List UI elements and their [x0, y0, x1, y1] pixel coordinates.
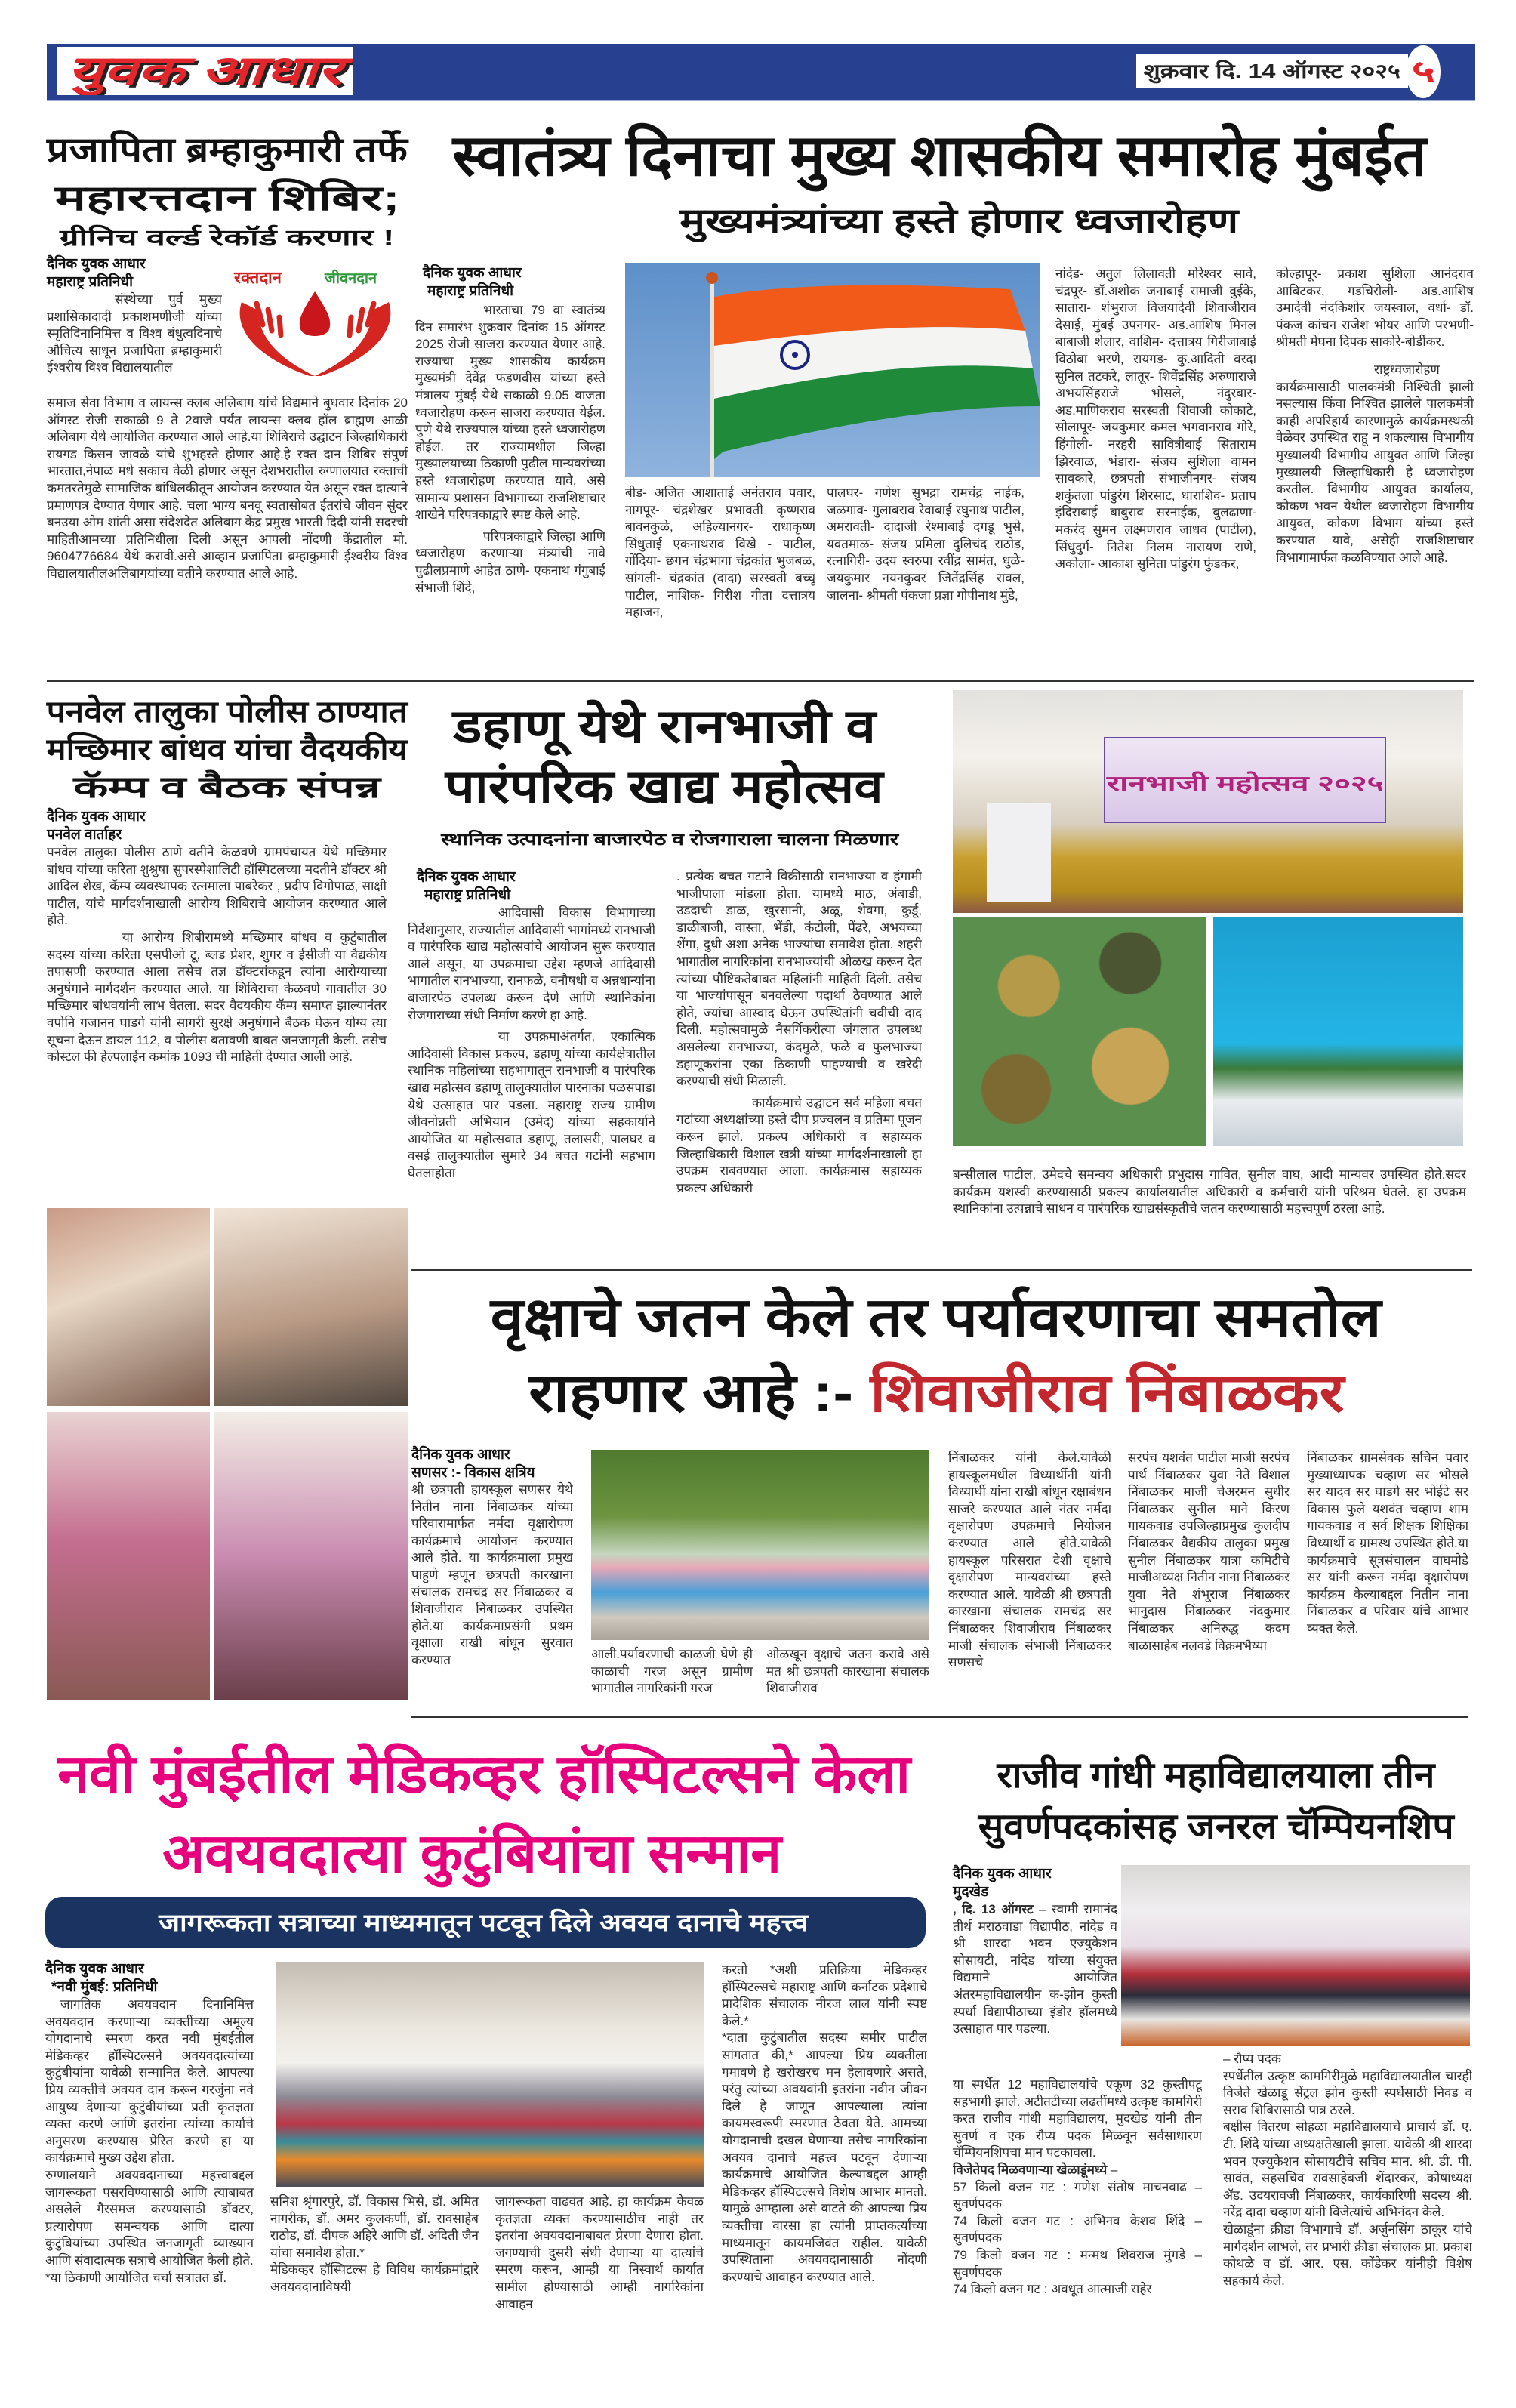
indian-flag-photo [625, 263, 1040, 477]
article-paragraph: मेडिकव्हर हॉस्पिटल्स हे विविध कार्यक्रमांद्वारे अवयवदानाविषयी [270, 2262, 479, 2294]
masthead [47, 44, 1475, 101]
byline-reporter: महाराष्ट्र प्रतिनिधी [427, 283, 514, 299]
headline-text: वृक्षाचे जतन केले तर पर्यावरणाचा समतोल [491, 1287, 1382, 1348]
dateline: , दि. 13 ऑगस्ट [953, 1902, 1034, 1916]
article-paragraph: आदिवासी विकास विभागाच्या निर्देशानुसार, राज्यातील आदिवासी भागांमध्ये रानभाजी व पारंपरिक खाद्य महोत्सवांचे आयोजन सुरू करण्यात आले असून, या उपक्रमाचा उद्देश म्हणजे आदिवासी भागातील रानभाज्या, रानफळे, वनौषधी व अन्नधान्यांना बाजारपेठ उपलब्ध करून देणे आणि स्थानिकांना रोजगाराच्या संधी निर्माण करणे हा आहे. [408, 905, 655, 1022]
independence-col-3 [827, 485, 1025, 671]
headline-text: सुवर्णपदकांसह जनरल चॅम्पियनशिप [978, 1807, 1454, 1847]
panvel-byline [47, 808, 243, 844]
banner-title [1105, 769, 1385, 797]
article-paragraph: या आरोग्य शिबीरामध्ये मच्छिमार बांधव व कुटुंबातील सदस्य यांच्या करिता एसपीओ टू, ब्लड प्रेशर, शुगर व ईसीजी या वैद्यकीय तपासणी करण्यात आला तसेच तज्ञ डॉक्टरांकडून त्यांना आरोग्याच्या अनुषंगाने मार्गदर्शन करण्यात आले. या शिबिराचा केळवणे गावातील 30 मच्छिमार बांधवयांनी लाभ घेतला. सदर वैदयकीय कॅम्प समाप्त झाल्यानंतर वपोनि गजानन घाडगे यांनी सागरी सुरक्षे अनुषंगाने बैठक घेऊन योग्य त्या सूचना देऊन डायल 112, व पोलीस बतावणी बाबत जनजागृती केली. तसेच कोस्टल फी हेल्पलाईन कमांक 1093 ची माहिती देण्यात आली आहे. [47, 930, 387, 1065]
winner-item: 74 किलो वजन गट : अवधूत आत्माजी राहेर [953, 2282, 1152, 2297]
article-paragraph: भारताचा 79 वा स्वातंत्र्य दिन समारंभ शुक्रवार दिनांक 15 ऑगस्ट 2025 रोजी साजरा करण्यात येणार आहे. राज्याचा मुख्य शासकीय कार्यक्रम मुख्यमंत्री देवेंद्र फडणवीस यांच्या हस्ते मंत्रालय मुंबई येथे सकाळी 9.05 वाजता ध्वजारोहण करून साजरा करण्यात येईल. पुणे येथे राज्यपाल यांच्या हस्ते ध्वजारोहण होईल. तर राज्यामधील जिल्हा मुख्यालयाच्या ठिकाणी पुढील मान्यवरांच्या हस्ते ध्वजारोहण करण्यात यावे, असे सामान्य प्रशासन विभागाच्या राजशिष्टाचार शाखेने परिपत्रकाद्वारे स्पष्ट केले आहे. [415, 303, 605, 523]
page-number [1406, 45, 1441, 98]
byline-publication: दैनिक युवक आधार [423, 265, 522, 281]
byline-publication: दैनिक युवक आधार [47, 809, 146, 825]
dahanu-photo-caption [953, 1167, 1466, 1238]
medicover-banner-text [159, 1897, 808, 1948]
panvel-headline-3 [47, 769, 408, 806]
rajiv-body-intro [953, 1901, 1117, 2073]
blood-camp-headline-2 [47, 175, 408, 220]
dahanu-subheadline [441, 827, 898, 853]
ranbhaji-stage-photo [953, 690, 1463, 913]
byline-publication: दैनिक युवक आधार [45, 1961, 144, 1977]
article-paragraph: रुग्णालयाने अवयवदानाच्या महत्त्वाबद्दल जागरूकता पसरविण्यासाठी आणि त्याबाबत असलेले गैरसमज करण्यासाठी डॉक्टर, प्रत्यारोपण समन्वयक आणि दात्या कुटुंबियांच्या उपस्थित जनजागृती व्याख्यान आणि संवादात्मक सत्राचे आयोजित केली होते. [45, 2167, 254, 2268]
article-paragraph: खेळाडूंना क्रीडा विभागाचे डॉ. अर्जुनसिंग ठाकूर यांचे मार्गदर्शन लाभले, तर प्रभारी क्रीडा संचालक प्रा. प्रकाश कोथळे व डॉ. आर. एस. कोंडेकर यांनीही विशेष सहकार्य केले. [1223, 2221, 1472, 2288]
headline-text: युवक आधार [67, 48, 342, 94]
byline-reporter: *नवी मुंबई: प्रतिनिधी [51, 1979, 158, 1995]
photo-caption: बन्सीलाल पाटील, उमेदचे समन्वय अधिकारी प्रभुदास गावित, सुनील वाघ, आदी मान्यवर उपस्थित होते.सदर कार्यक्रम यशस्वी करण्यासाठी प्रकल्प कार्यालयातील अधिकारी व कर्मचारी यांनी परिश्रम घेतले. हा उपक्रम स्थानिकांना उत्पन्नाचे साधन व पारंपरिक खाद्यसंस्कृतीचे जतन करण्यासाठी महत्त्वपूर्ण ठरला आहे. [953, 1167, 1466, 1216]
headline-text: कॅम्प व बैठक संपन्न [73, 771, 381, 804]
independence-col-5 [1276, 266, 1474, 671]
panvel-headline-1 [47, 693, 408, 731]
dahanu-byline [417, 868, 613, 905]
tree-col-1 [411, 1481, 573, 1703]
article-paragraph: करतो *अशी प्रतिक्रिया मेडिकव्हर हॉस्पिटल्सचे महाराष्ट्र आणि कर्नाटक प्रदेशाचे प्रादेशिक संचालक नीरज लाल यांनी स्पष्ट केले.* [722, 1962, 927, 2028]
newspaper-logo [57, 47, 353, 95]
tree-photo-caption-1 [591, 1646, 753, 1700]
article-paragraph [953, 1901, 1117, 2038]
hands-blood-drop-icon [226, 287, 404, 379]
blood-camp-body [47, 395, 408, 671]
headline-text: अवयवदात्या कुटुंबियांचा सन्मान [162, 1824, 781, 1884]
headline-text: स्वातंत्र्य दिनाचा मुख्य शासकीय समारोह मुंबईत [452, 124, 1427, 188]
article-paragraph: नांदेड- अतुल लिलावती मोरेश्वर सावे, चंद्रपूर- डॉ.अशोक जनाबाई रामाजी वुईके, सातारा- शंभुराज विजयादेवी शिवाजीराव देसाई, मुंबई उपनगर- अड.आशिष मिनल बाबाजी शेलार, वाशिम- दत्तात्रय गिरीजाबाई विठोबा भरणे, रायगड- कु.आदिती वरदा सुनिल तटकरे, लातूर- शिवेंद्रसिंह अरुणाराजे अभयसिंहराजे भोसले, नंदुरबार- अड.माणिकराव सरस्वती शिवाजी कोकाटे, सोलापूर- जयकुमार कमल भगवानराव गोरे, हिंगोली- नरहरी सावित्रीबाई सिताराम झिरवाळ, भंडारा- संजय सुशिला वामन सावकारे, छत्रपती संभाजीनगर- संजय शकुंतला पांडुरंग शिरसाट, धाराशिव- प्रताप इंदिराबाई बाबुराव सरनाईक, बुलढाणा- मकरंद सुमन लक्ष्मणराव जाधव (पाटील), सिंधुदुर्ग- नितेश निलम नारायण राणे, अकोला- आकाश सुनिता पांडुरंग फुंडकर, [1055, 267, 1256, 572]
tree-plantation-photo [591, 1450, 929, 1640]
medicover-byline [45, 1960, 264, 1996]
panvel-photo-2 [214, 1208, 408, 1406]
rajiv-byline [953, 1865, 1119, 1901]
article-paragraph: जागरूकता वाढवत आहे. हा कार्यक्रम केवळ कृतज्ञता व्यक्त करण्यासाठीच नाही तर इतरांना अवयवदानाबाबत प्रेरणा देणारा होता. जगण्याची दुसरी संधी देणाऱ्या या दात्यांचे स्मरण करून, आम्ही या निस्वार्थ कार्यात सामील होण्यासाठी आम्ही नागरिकांना आवाहन [495, 2194, 704, 2311]
article-paragraph: निंबाळकर ग्रामसेवक सचिन पवार मुख्याध्यापक चव्हाण सर भोसले सर यादव सर घाडगे सर भोईटे सर विकास फुले यशवंत चव्हाण शाम गायकवाड व सर्व शिक्षक शिक्षिका विध्यार्थी व ग्रामस्थ उपस्थित होते.या कार्यक्रमाचे सूत्रसंचालन वाघमोडे सर यांनी करून नर्मदा वृक्षारोपण कार्यक्रम केल्याबद्दल नितीन नाना निंबाळकर व परिवार यांचे आभार व्यक्त केले. [1307, 1451, 1468, 1636]
article-paragraph: कार्यक्रमाचे उद्घाटन सर्व महिला बचत गटांच्या अध्यक्षांच्या हस्ते दीप प्रज्वलन व प्रतिमा पूजन करून झाले. प्रकल्प अधिकारी व सहाय्यक जिल्हाधिकारी विशाल खत्री यांच्या मार्गदर्शनाखाली हा उपक्रम राबवण्यात आला. कार्यक्रमास सहाय्यक प्रकल्प अधिकारी [676, 1095, 922, 1195]
article-paragraph: . प्रत्येक बचत गटाने विक्रीसाठी रानभाज्या व हंगामी भाजीपाला मांडला होता. यामध्ये माठ, अंबाडी, उडदाची डाळ, खुरसानी, अळू, शेवगा, कुर्डू, डाळीबाजी, वास्ता, भेंडी, कंटोली, पेंढरे, अभयच्या शेंगा, दुधी अशा अनेक भाज्यांचा समावेश होता. शहरी भागातील नागरिकांना रानभाज्यांची ओळख करून देत त्यांच्या पौष्टिकतेबाबत महिलांनी माहिती दिली. तसेच या भाज्यांपासून बनवलेल्या पदार्था ठेवण्यात आले होते, ज्यांचा आस्वाद घेऊन उपस्थितांनी चवीची दाद दिली. महोत्सवामुळे नैसर्गिकरीत्या जंगलात उपलब्ध असलेल्या रानभाज्या, कंदमुळे, फळे व फुलभाज्या डहाणूकरांना एका ठिकाणी पाहण्याची व खरेदी करण्याची संधी मिळाली. [676, 869, 922, 1089]
logo-text [57, 47, 353, 95]
article-paragraph: निंबाळकर यांनी केले.यावेळी हायस्कूलमधील विध्यार्थीनी यांनी विध्यार्थी यांना राखी बांधून रक्षाबंधन साजरे करण्यात आले नंतर नर्मदा वृक्षारोपण उपक्रमाचे नियोजन करण्यात आले होते.यावेळी हायस्कूल परिसरात देशी वृक्षाचे वृक्षारोपण मान्यवरांच्या हस्ते करण्यात आले. यावेळी श्री छत्रपती कारखाना संचालक रामचंद्र सर निंबाळकर शिवाजीराव निंबाळकर माजी संचालक संभाजी निंबाळकर सणसचे [948, 1451, 1111, 1670]
rajiv-body-right [1223, 2051, 1472, 2392]
headline-text: महारत्तदान शिबिर; [54, 178, 400, 217]
medicover-headline-1 [57, 1740, 911, 1808]
article-paragraph: बक्षीस वितरण सोहळा महाविद्यालयाचे प्राचार्य डॉ. ए. टी. शिंदे यांच्या अध्यक्षतेखाली झाला. यावेळी श्री शारदा भवन एज्युकेशन सोसायटीचे सचिव मान. श्री. डी. पी. सावंत, सहसचिव रावसाहेबजी शेंदारकर, कोषाध्यक्ष ॲड. उदयरावजी निंबाळकर, कार्यकारिणी सदस्य श्री. नरेंद्र दादा चव्हाण यांनी विजेत्यांचे अभिनंदन केले. [1223, 2120, 1472, 2220]
rajiv-headline-2 [978, 1805, 1454, 1850]
independence-col-4 [1055, 266, 1256, 671]
winner-item: 57 किलो वजन गट : गणेश संतोष माचनवाढ – सुवर्णपदक [953, 2179, 1202, 2212]
medicover-felicitation-photo [276, 1962, 704, 2187]
byline-reporter: महाराष्ट्र प्रतिनिधी [424, 887, 511, 903]
byline-publication: दैनिक युवक आधार [953, 1866, 1052, 1882]
winner-item: 79 किलो वजन गट : मन्मथ शिवराज मुंगडे – सुवर्णपदक [953, 2247, 1202, 2280]
logo-word-raktadan: रक्तदान [234, 268, 282, 287]
winners-heading: विजेतेपद मिळवणाऱ्या खेळाडूंमध्ये – [953, 2162, 1118, 2177]
rajiv-body-left [953, 2077, 1202, 2392]
photo-caption: ओळखून वृक्षाचे जतन करावे असे मत श्री छत्रपती कारखाना संचालक शिवाजीराव [766, 1647, 929, 1696]
article-paragraph-text: – स्वामी रामानंद तीर्थ मराठवाडा विद्यापीठ, नांदेड व श्री शारदा भवन एज्युकेशन सोसायटी, नांदेड यांच्या संयुक्त विद्यमाने आयोजित अंतरमहाविद्यालयीन क-झोन कुस्ती स्पर्धा विद्यापीठाच्या इंडोर हॉलमध्ये उत्साहात पार पडल्या. [953, 1902, 1117, 2036]
byline-publication: दैनिक युवक आधार [47, 256, 146, 272]
headline-text: ग्रीनिच वर्ल्ड रेकॉर्ड करणार ! [60, 226, 395, 251]
medicover-banner [45, 1897, 926, 1948]
tree-col-2 [948, 1450, 1111, 1705]
medicover-headline-2 [162, 1820, 781, 1888]
tree-headline-2a: राहणार आहे :- [528, 1363, 853, 1423]
headline-text: रानभाजी महोत्सव २०२५ [1106, 772, 1384, 795]
headline-text: डहाणू येथे रानभाजी व [453, 701, 876, 753]
winners-heading-text: विजेतेपद मिळवणाऱ्या खेळाडूंमध्ये [953, 2162, 1108, 2177]
byline-publication: दैनिक युवक आधार [411, 1447, 510, 1463]
independence-headline [453, 122, 1427, 190]
winner-item-continued: – रौप्य पदक [1223, 2052, 1281, 2066]
photo-caption: आली.पर्यावरणाची काळजी घेणे ही काळाची गरज असून ग्रामीण भागातील नागरिकांनी गरज [591, 1647, 753, 1696]
panvel-photo-4 [214, 1412, 408, 1700]
byline-reporter: पनवेल वार्ताहर [47, 827, 122, 843]
rajiv-headline-1 [997, 1753, 1434, 1799]
tree-col-3 [1128, 1450, 1290, 1705]
blood-camp-headline-1 [47, 127, 408, 172]
article-paragraph: या उपक्रमाअंतर्गत, एकात्मिक आदिवासी विकास प्रकल्प, डहाणू यांच्या कार्यक्षेत्रातील स्थानिक महिलांच्या सहभागातून रानभाजी व पारंपरिक खाद्य महोत्सव डहाणू तालुक्यातील पारनाका पळसपाडा येथे उत्साहात पार पडला. महाराष्ट्र राज्य ग्रामीण जीवनोन्नती अभियान (उमेद) यांच्या सहकार्याने आयोजित या महोत्सवात डहाणू, तलासरी, पालघर व वसई तालुक्यातील सुमारे 34 बचत गटांनी सहभाग घेतलाहोता [408, 1029, 655, 1180]
article-paragraph: पनवेल तालुका पोलीस ठाणे वतीने केळवणे ग्रामपंचायत येथे मच्छिमार बांधव यांच्या करिता शुश्रुषा सुपरस्पेशालिटी हॉस्पिटलच्या मदतीने डॉक्टर श्री आदिल शेख, कॅम्प व्यवस्थापक रत्नमाला पाबरेकर , प्रदीप विगोपाळ, साक्षी पाटील, यांचे मार्गदर्शनाखाली आरोग्य शिबिराचे आयोजन करण्यात आले होते. [47, 845, 387, 928]
wrestling-winners-photo [1121, 1865, 1470, 2046]
panvel-headline-2 [47, 731, 408, 769]
tree-headline-speaker: शिवाजीराव निंबाळकर [870, 1363, 1344, 1423]
medicover-col-1 [45, 1996, 254, 2389]
medicover-col-4 [722, 1962, 927, 2385]
article-paragraph: बीड- अजित आशाताई अनंतराव पवार, नागपूर- चंद्रशेखर प्रभावती कृष्णराव बावनकुळे, अहिल्यानगर- राधाकृष्ण सिंधुताई एकनाथराव विखे - पाटील, गोंदिया- छगन चंद्रभागा चंद्रकांत भुजबळ, सांगली- चंद्रकांत (दादा) सरस्वती बच्चू पाटील, नाशिक- गिरीश गीता दत्तात्रय महाजन, [625, 486, 815, 620]
headline-text: जागरूकता सत्राच्या माध्यमातून पटवून दिले अवयव दानाचे महत्त्व [158, 1909, 808, 1936]
tree-headline-1 [491, 1284, 1382, 1352]
dahanu-headline-1 [453, 698, 876, 756]
headline-text: प्रजापिता ब्रम्हाकुमारी तर्फे [47, 130, 408, 169]
independence-subheadline [679, 198, 1238, 243]
article-paragraph: स्पर्धेतील उत्कृष्ट कामगिरीमुळे महाविद्यालयातील चारही विजेते खेळाडू सेंट्रल झोन कुस्ती स्पर्धेसाठी निवड व सराव शिबिरासाठी पात्र ठरले. [1223, 2068, 1472, 2117]
tree-col-4 [1307, 1450, 1468, 1705]
byline-reporter: महाराष्ट्र प्रतिनिधी [47, 274, 134, 290]
blood-camp-body-intro [47, 291, 222, 395]
article-paragraph: *दाता कुटुंबातील सदस्य समीर पाटील सांगतात की,* आपल्या प्रिय व्यक्तीला गमावणे हे खरोखरच मन हेलावणारे असते, परंतु त्यांच्या अवयवांनी इतरांना नवीन जीवन दिले हे जाणून आपल्याला त्यांना कायमस्वरूपी स्मरणात ठेवता येते. आमच्या योगदानाची दखल घेणाऱ्या तसेच नागरिकांना अवयव दानाचे महत्त्व पटवून देणाऱ्या कार्यक्रमाचे आयोजित केल्याबद्दल आम्ही मेडिकव्हर हॉस्पिटल्सचे विशेष आभार मानतो. यामुळे आम्हाला असे वाटते की आपल्या प्रिय व्यक्तीचा वारसा हा त्यांनी प्राप्तकर्त्यांच्या माध्यमातून कायमजिवंत राहील. यावेळी उपस्थिताना अवयवदानासाठी नोंदणी करण्याचे आवाहन करण्यात आले. [722, 2030, 927, 2284]
headline-text: राजीव गांधी महाविद्यालयाला तीन [996, 1756, 1434, 1796]
byline-publication: दैनिक युवक आधार [417, 869, 516, 885]
flag-icon [625, 263, 1040, 477]
headline-text: शुक्रवार दि. 14 ऑगस्ट २०२५ [1144, 60, 1400, 82]
dahanu-col-2 [676, 868, 922, 1253]
article-paragraph: समाज सेवा विभाग व लायन्स क्लब अलिबाग यांचे विद्यमाने बुधवार दिनांक 20 ऑगस्ट रोजी सकाळी 9 ते 2वाजे पर्यंत लायन्स क्लब हॉल ब्राह्मण आळी अलिबाग येथे आयोजित करण्यात आले आहे.या शिबिराचे उद्घाटन जिल्हाधिकारी रायगड किसन जावळे यांचे शुभहस्ते होणार आहे.हे रक्त दान शिबिर संपुर्ण भारतात,नेपाळ मधे सकाच वेळी होणार असून देशभरातील रुग्णालयात रक्ताची कमतरतेमुळे सामाजिक बांधिलकीतून आयोजन करण्यात येत असून रक्त दात्याने प्रमाणपत्र देण्यात येणार आहे. चला भाग्य बनवू स्वतासोबत ईतरांचे जीवन सुंदर बनउया ओम शांती असा संदेशदेत अलिबाग केंद्र प्रमुख भारती दिदी यांनी सदरची माहितीआमच्या प्रतिनिधीला दिली असून आपली नोंदणी केंद्रातील मो. 9604776684 येथे करावी.असे आव्हान प्रजापिता ब्रम्हाकुमारी ईश्वरीय विश्व विद्यालयातीलअलिबागयांच्या वतीने करण्यात आले आहे. [47, 396, 408, 581]
blood-donation-logo-image [226, 266, 404, 379]
article-paragraph: संस्थेच्या पुर्व मुख्य प्रशासिकादादी प्रकाशमणीजी यांच्या स्मृतिदिनानिमित्त व विश्व बंधुत्वदिनाचे औचित्य साधून प्रजापिता ब्रम्हाकुमारी ईश्वरीय विश्व विद्यालयातील [47, 292, 222, 375]
tree-photo-caption-2 [766, 1646, 929, 1700]
speaker-podium [987, 803, 1051, 902]
medicover-col-2 [270, 2194, 479, 2390]
article-paragraph: *या ठिकाणी आयोजित चर्चा सत्रातत डॉ. [45, 2270, 227, 2285]
headline-text: पारंपरिक खाद्य महोत्सव [445, 761, 883, 813]
section-divider [411, 1269, 1472, 1271]
blood-camp-headline-3 [47, 224, 408, 254]
section-divider [411, 1716, 1468, 1718]
headline-text: मच्छिमार बांधव यांचा वैदयकीय [47, 733, 408, 766]
date-box [1136, 54, 1408, 88]
logo-word-jeevandan: जीवनदान [325, 270, 377, 287]
headline-text: ५ [1411, 55, 1435, 88]
article-paragraph: जागतिक अवयवदान दिनानिमित्त अवयवदान करणाऱ्या व्यक्तींच्या अमूल्य योगदानाचे स्मरण करत नवी मुंबईतील मेडिकव्हर हॉस्पिटल्सने अवयवदात्यांच्या कुटुंबीयांना यावेळी सन्मानित केले. आपल्या प्रिय व्यक्तीचे अवयव दान करून गरजुंना नवे आयुष्य देणाऱ्या कुटुंबीयांच्या प्रती कृतज्ञता व्यक्त करणे आणि इतरांना त्यांच्या कार्याचे अनुसरण करण्यास प्रेरित करणे हा या कार्यक्रमाचे मुख्य उद्देश होता. [45, 1997, 254, 2166]
article-paragraph: सरपंच यशवंत पाटील माजी सरपंच पार्थ निंबाळकर युवा नेते विशाल निंबाळकर माजी चेअरमन सुधीर निंबाळकर सुनील माने किरण गायकवाड उपजिल्हाप्रमुख कुलदीप निंबाळकर वैद्यकीय तालुका प्रमुख सुनील निंबाळकर यात्रा कमिटीचे माजीअध्यक्ष नितीन नाना निंबाळकर युवा नेते शंभूराज निंबाळकर भानुदास निंबाळकर नंदकुमार निंबाळकर अनिरुद्ध कदम बाळासाहेब नलवडे विक्रमभैय्या [1128, 1451, 1290, 1653]
headline-text: मुख्यमंत्र्यांच्या हस्ते होणार ध्वजारोहण [679, 201, 1238, 240]
article-paragraph: श्री छत्रपती हायस्कूल सणसर येथे नितीन नाना निंबाळकर यांच्या परिवारामार्फत नर्मदा वृक्षारोपण कार्यक्रमाचे आयोजन करण्यात आले होते. या कार्यक्रमाला प्रमुख पाहुणे म्हणून छत्रपती कारखाना संचालक रामचंद्र सर निंबाळकर व शिवाजीराव निंबाळकर उपस्थित होते.या कार्यक्रमाप्रसंगी प्रथम वृक्षाला राखी बांधून सुरवात करण्यात [411, 1482, 573, 1667]
winner-item: 74 किलो वजन गट : अभिनव केशव शिंदे – सुवर्णपदक [953, 2213, 1202, 2246]
page-number-badge [1406, 45, 1441, 98]
panvel-photo-1 [47, 1208, 210, 1406]
dahanu-col-1 [408, 905, 655, 1253]
headline-text: पनवेल तालुका पोलीस ठाण्यात [46, 695, 408, 729]
section-divider [47, 680, 1474, 682]
panvel-body [47, 844, 387, 1184]
headline-text: नवी मुंबईतील मेडिकव्हर हॉस्पिटल्सने केला [57, 1744, 911, 1805]
ranbhaji-stall-photo [1213, 917, 1463, 1146]
panvel-photo-3 [47, 1412, 210, 1700]
article-paragraph: परिपत्रकाद्वारे जिल्हा आणि ध्वजारोहण करणाऱ्या मंत्र्यांची नावे पुढीलप्रमाणे आहेत ठाणे- एकनाथ गंगुबाई संभाजी शिंदे, [415, 529, 605, 595]
issue-date [1144, 54, 1400, 88]
headline-text: स्थानिक उत्पादनांना बाजारपेठ व रोजगाराला चालना मिळणार [440, 830, 898, 849]
article-paragraph: कोल्हापूर- प्रकाश सुशिला आनंदराव आबिटकर, गडचिरोली- अड.आशिष उमादेवी नंदकिशोर जयस्वाल, वर्धा- डॉ. पंकज कांचन राजेश भोयर आणि परभणी- श्रीमती मेघना दिपक साकोरे-बोर्डीकर. [1276, 267, 1474, 350]
tree-headline-2 [528, 1359, 1344, 1427]
article-paragraph: सनिश श्रृंगारपुरे, डॉ. विकास भिसे, डॉ. अमित नागरीक, डॉ. अमर कुलकर्णी, डॉ. रावसाहेब राठोड, डॉ. दीपक अहिरे आणि डॉ. अदिती जैन यांचा समावेश होता.* [270, 2194, 479, 2260]
blood-camp-byline [47, 255, 228, 291]
byline-reporter: मुदखेड [953, 1884, 989, 1900]
byline-reporter: सणसर :- विकास क्षत्रिय [411, 1465, 535, 1481]
article-paragraph: राष्ट्रध्वजारोहण कार्यक्रमासाठी पालकमंत्री निश्चिती झाली नसल्यास किंवा निश्चित झालेले पालकमंत्री काही अपरिहार्य कारणामुळे कार्यक्रमस्थळी वेळेवर उपस्थित राहू न शकल्यास विभागीय मुख्यालयी विभागीय आयुक्त आणि जिल्हा मुख्यालयी जिल्हाधिकारी हे ध्वजारोहण करतील. विभागीय आयुक्त कार्यालय, कोकण भवन येथील ध्वजारोहण विभागीय आयुक्त, कोकण विभाग यांच्या हस्ते करण्यात यावे, असेही राजशिष्टाचार विभागामार्फत कळविण्यात आले आहे. [1276, 362, 1474, 565]
independence-col-1 [415, 302, 605, 671]
article-paragraph: पालघर- गणेश सुभद्रा रामचंद्र नाईक, जळगाव- गुलाबराव रेवाबाई रघुनाथ पाटील, अमरावती- दादाजी रेश्माबाई दगडू भुसे, यवतमाळ- संजय प्रमिला दुलिचंद राठोड, रत्नागिरी- उदय स्वरुपा रवींद्र सामंत, धुळे- जयकुमार नयनकुवर जितेंद्रसिंह रावल, जालना- श्रीमती पंकजा प्रज्ञा गोपीनाथ मुंडे, [827, 486, 1025, 603]
medicover-col-3 [495, 2194, 704, 2390]
dahanu-headline-2 [445, 759, 883, 816]
independence-col-2 [625, 485, 815, 671]
event-banner [1104, 737, 1386, 823]
article-paragraph: या स्पर्धेत 12 महाविद्यालयांचे एकूण 32 कुस्तीपटू सहभागी झाले. अटीतटीच्या लढतींमध्ये उत्कृष्ट कामगिरी करत राजीव गांधी महाविद्यालय, मुदखेड यांनी तीन सुवर्ण व एक रौप्य पदक मिळवून सर्वसाधारण चॅम्पियनशिपचा मान पटकावला. [953, 2077, 1202, 2160]
independence-byline [423, 264, 604, 301]
tree-byline [411, 1446, 578, 1482]
ranbhaji-food-plates-photo [953, 917, 1206, 1146]
